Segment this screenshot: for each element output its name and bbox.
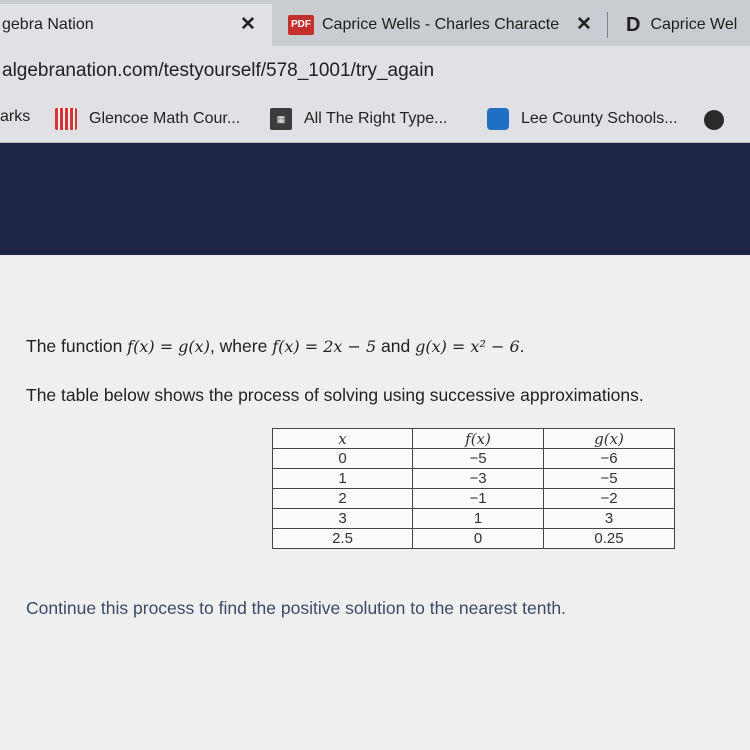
glencoe-icon [55,108,77,130]
page-header-band [0,143,750,255]
question-text: and [376,336,416,356]
pdf-icon: PDF [288,15,314,35]
tab-title: gebra Nation [2,16,94,33]
bookmark-label: Lee County Schools... [521,110,678,127]
f-definition: f(x) = 2x − 5 [272,337,377,356]
tab-caprice-wells-pdf[interactable] [280,4,606,46]
approximation-table [272,428,675,549]
column-header: f(x) [413,429,544,449]
bookmark-label: All The Right Type... [304,110,448,127]
column-header: g(x) [544,429,675,449]
table-cell: 2.5 [273,529,413,549]
table-description: The table below shows the process of solving using successive approximations. [26,385,644,405]
bookmark-label: Glencoe Math Cour... [89,110,241,127]
close-icon[interactable]: ✕ [576,14,592,35]
table-cell: −1 [413,489,544,509]
table-cell: −2 [544,489,675,509]
bookmark-all-the-right-type[interactable] [270,108,447,130]
question-text: . [519,336,525,356]
g-definition: g(x) = x² − 6 [415,337,520,356]
question-text: , where [209,336,273,356]
typing-icon: ▦ [270,108,292,130]
question-instruction: Continue this process to find the positive solution to the nearest tenth. [26,598,566,618]
table-row [273,449,675,469]
cloud-icon [487,108,509,130]
tab-caprice-wells-doc[interactable] [612,4,750,46]
table-row [273,489,675,509]
url-field[interactable]: algebranation.com/testyourself/578_1001/try_again [2,60,435,81]
tab-divider [607,12,608,38]
bookmarks-bar [0,98,750,143]
equation: f(x) = g(x) [127,337,210,356]
table-cell: 0 [273,449,413,469]
browser-tab-strip [0,0,750,46]
globe-icon [704,110,724,130]
table-cell: 1 [273,469,413,489]
bookmark-lee-county[interactable] [487,108,678,130]
table-row [273,509,675,529]
close-icon[interactable]: ✕ [240,14,256,35]
table-cell: −3 [413,469,544,489]
table-cell: −5 [544,469,675,489]
bookmark-globe[interactable] [704,110,724,130]
table-cell: 2 [273,489,413,509]
question-text: The function [26,336,128,356]
bookmark-label: arks [0,108,31,125]
table-cell: 0.25 [544,529,675,549]
table-row [273,529,675,549]
column-header: x [273,429,413,449]
table-cell: 0 [413,529,544,549]
table-cell: −6 [544,449,675,469]
table-cell: 3 [544,509,675,529]
bookmark-item[interactable] [0,108,30,126]
bookmark-glencoe[interactable] [55,108,240,130]
tab-title: Caprice Wel [650,16,738,33]
table-row [273,469,675,489]
table-cell: −5 [413,449,544,469]
table-header-row [273,429,675,449]
tab-title: Caprice Wells - Charles Characte [322,16,560,33]
d-icon: D [626,13,641,36]
table-cell: 1 [413,509,544,529]
question-panel [0,255,750,750]
address-bar [0,46,750,98]
tab-algebra-nation[interactable] [0,4,272,46]
table-cell: 3 [273,509,413,529]
question-statement [26,336,525,357]
